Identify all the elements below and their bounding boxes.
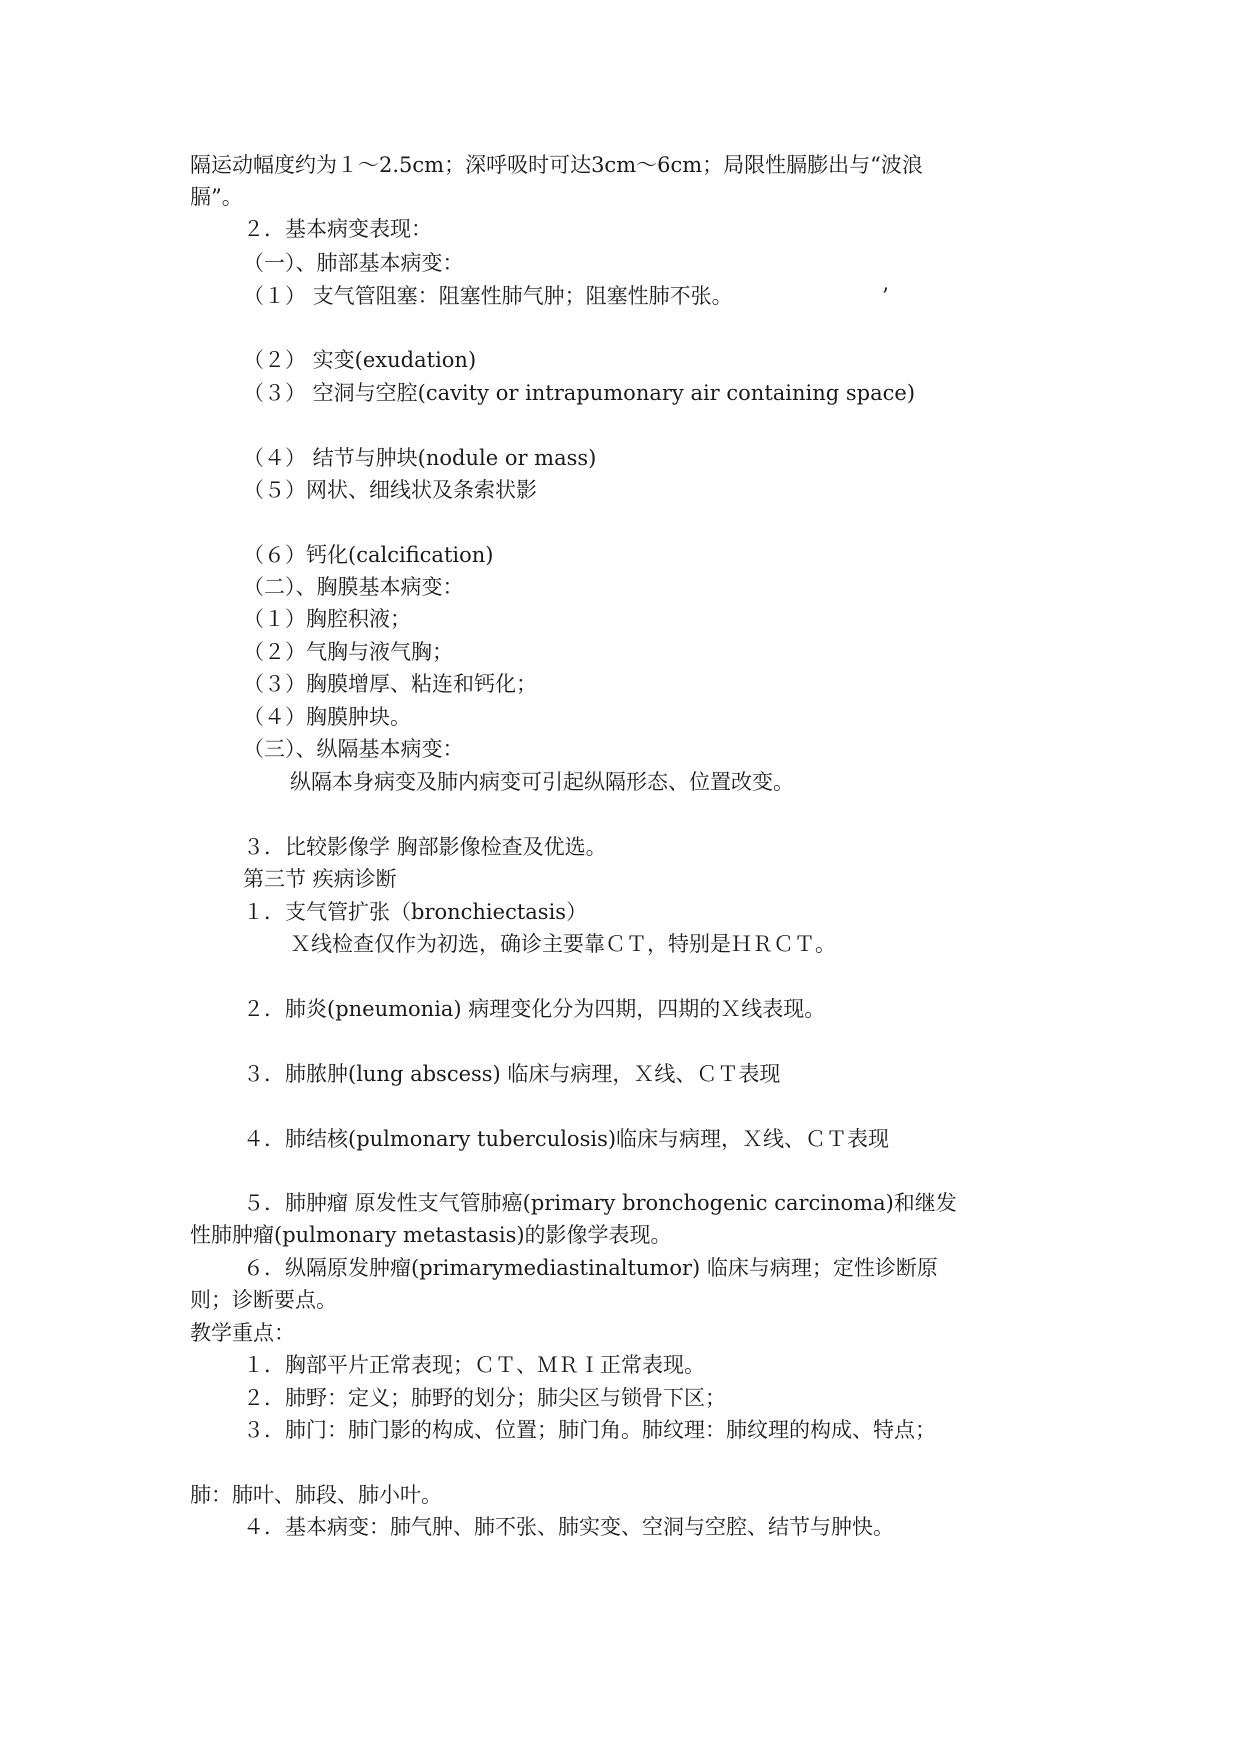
text-line: ３．肺脓肿(lung abscess) 临床与病理，Ｘ线、ＣＴ表现 xyxy=(243,1062,781,1086)
text-line: （２） 实变(exudation) xyxy=(243,348,477,372)
text-line: 性肺肿瘤(pulmonary metastasis)的影像学表现。 xyxy=(190,1223,672,1247)
text-line: １．胸部平片正常表现；ＣＴ、ＭＲＩ正常表现。 xyxy=(243,1353,705,1377)
text-line: （２）气胸与液气胸； xyxy=(243,640,453,664)
text-line: １．支气管扩张（bronchiectasis） xyxy=(243,900,588,924)
section-heading: （三）、纵隔基本病变： xyxy=(243,737,464,761)
text-line: （６）钙化(calcification) xyxy=(243,543,494,567)
text-line: ４．肺结核(pulmonary tuberculosis)临床与病理，Ｘ线、ＣＴ表现 xyxy=(243,1127,890,1151)
text-line: 则；诊断要点。 xyxy=(190,1288,337,1312)
text-line: （３）胸膜增厚、粘连和钙化； xyxy=(243,672,537,696)
text-line: ３．比较影像学 胸部影像检查及优选。 xyxy=(243,835,607,859)
text-line: ６．纵隔原发肿瘤(primarymediastinaltumor) 临床与病理；定性诊断原 xyxy=(243,1256,938,1280)
section-heading: 教学重点： xyxy=(190,1321,295,1345)
text-line: ２．基本病变表现： xyxy=(243,217,432,241)
text-line: （５）网状、细线状及条索状影 xyxy=(243,478,537,502)
stray-mark: ’ xyxy=(882,284,889,308)
text-line: 纵隔本身病变及肺内病变可引起纵隔形态、位置改变。 xyxy=(290,770,794,794)
text-line: （１）胸腔积液； xyxy=(243,607,411,631)
text-line: ５．肺肿瘤 原发性支气管肺癌(primary bronchogenic carcinoma)和继发 xyxy=(243,1191,957,1215)
text-line: ２．肺野：定义；肺野的划分；肺尖区与锁骨下区； xyxy=(243,1386,726,1410)
section-heading: （一）、肺部基本病变： xyxy=(243,251,464,275)
section-heading: （二）、胸膜基本病变： xyxy=(243,575,464,599)
text-line: ３．肺门：肺门影的构成、位置；肺门角。肺纹理：肺纹理的构成、特点； xyxy=(243,1418,936,1442)
text-line: Ｘ线检查仅作为初选，确诊主要靠ＣＴ，特别是ＨＲＣＴ。 xyxy=(290,932,836,956)
text-line: （４）胸膜肿块。 xyxy=(243,705,411,729)
text-line: （１） 支气管阻塞：阻塞性肺气肿；阻塞性肺不张。 xyxy=(243,284,733,308)
text-line: （３） 空洞与空腔(cavity or intrapumonary air containing space) xyxy=(243,381,916,405)
text-line: （４） 结节与肿块(nodule or mass) xyxy=(243,446,597,470)
text-line: 膈”。 xyxy=(190,185,243,209)
text-line: 隔运动幅度约为１～2.5cm；深呼吸时可达3cm～6cm；局限性膈膨出与“波浪 xyxy=(190,153,923,177)
section-heading: 第三节 疾病诊断 xyxy=(243,867,397,891)
text-line: 肺：肺叶、肺段、肺小叶。 xyxy=(190,1483,442,1507)
text-line: ４．基本病变：肺气肿、肺不张、肺实变、空洞与空腔、结节与肿快。 xyxy=(243,1515,894,1539)
text-line: ２．肺炎(pneumonia) 病理变化分为四期，四期的Ｘ线表现。 xyxy=(243,997,826,1021)
